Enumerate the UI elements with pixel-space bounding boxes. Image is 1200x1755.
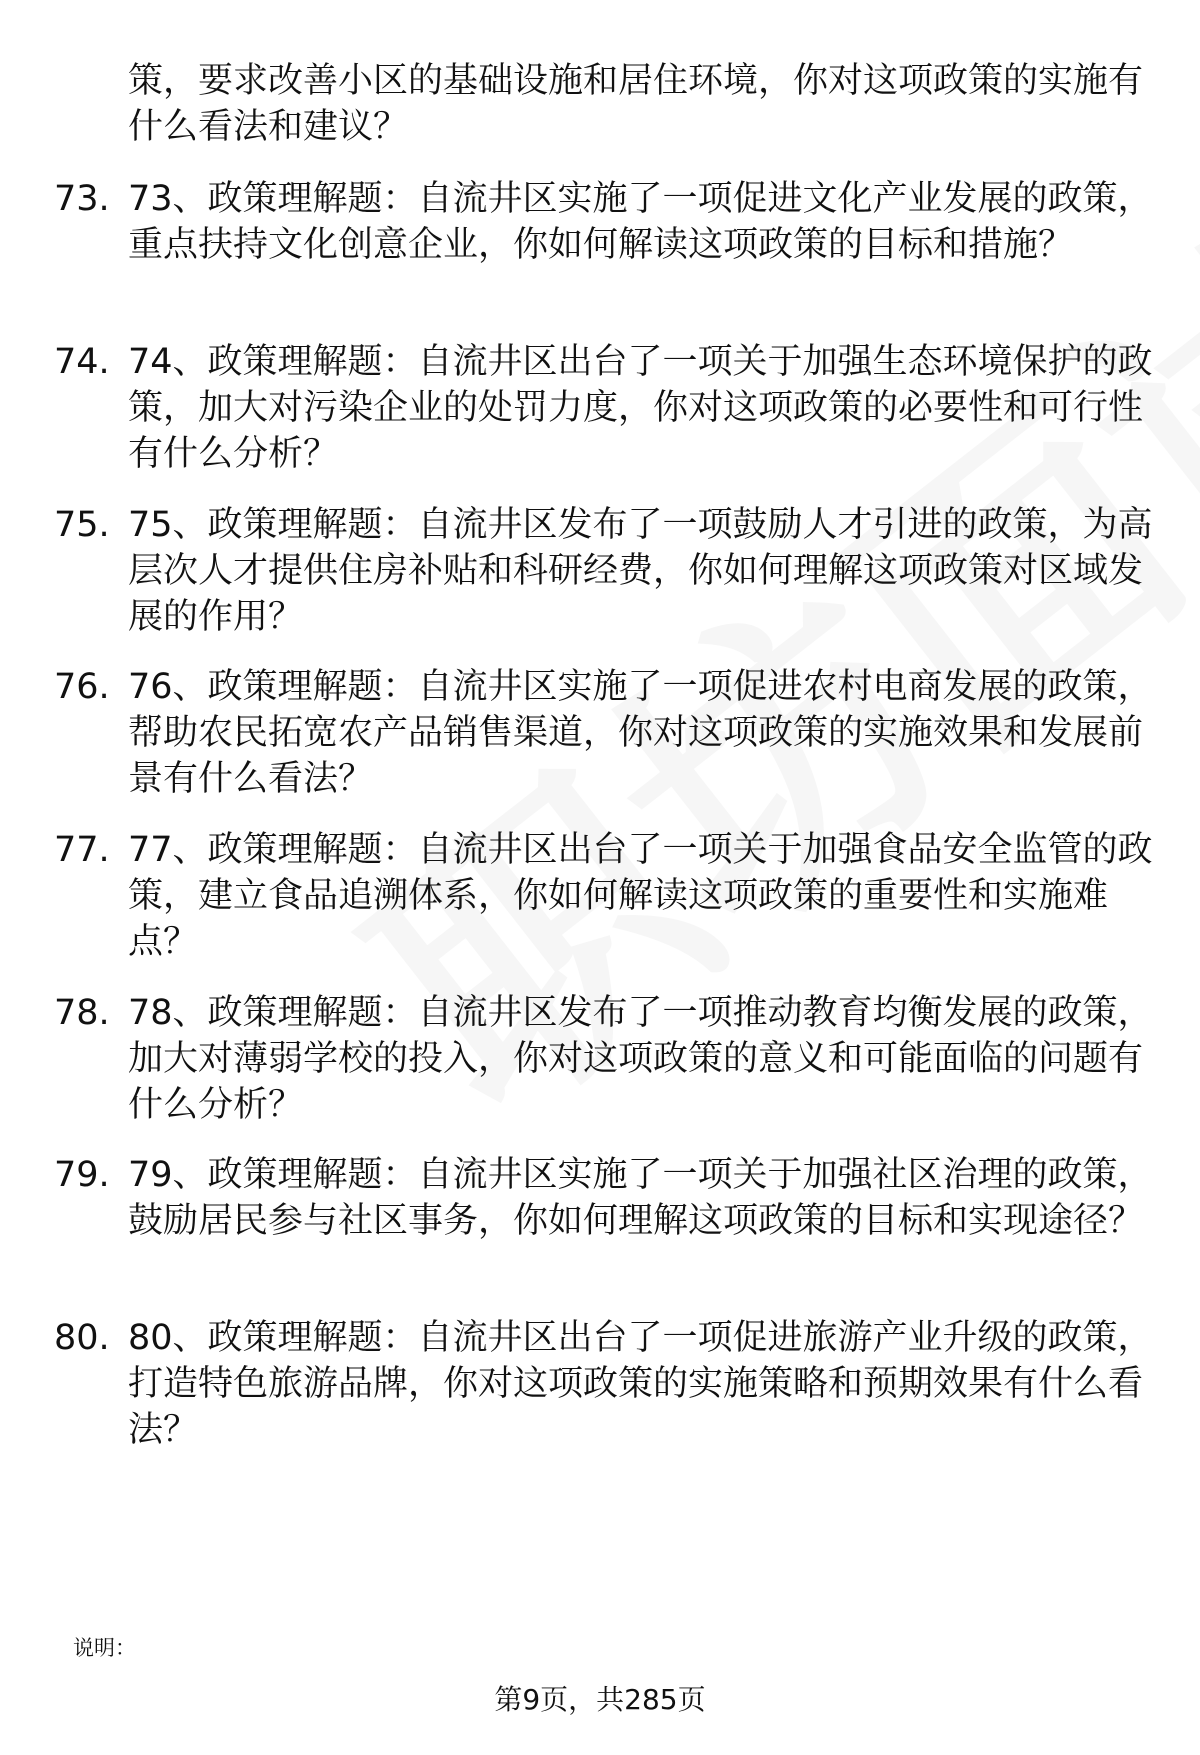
item-text: 75、政策理解题：自流井区发布了一项鼓励人才引进的政策，为高层次人才提供住房补贴和科研经费，你如何理解这项政策对区域发展的作用？	[128, 505, 1153, 637]
item-number: 76.	[54, 667, 110, 707]
item-number: 80.	[54, 1318, 110, 1358]
item-number: 74.	[54, 342, 110, 382]
item-text: 80、政策理解题：自流井区出台了一项促进旅游产业升级的政策，打造特色旅游品牌，你对这项政策的实施策略和预期效果有什么看法？	[128, 1318, 1153, 1450]
item-number: 75.	[54, 505, 110, 545]
item-text: 73、政策理解题：自流井区实施了一项促进文化产业发展的政策，重点扶持文化创意企业，你如何解读这项政策的目标和措施？	[128, 179, 1153, 265]
item-number: 73.	[54, 179, 110, 219]
item-text: 76、政策理解题：自流井区实施了一项促进农村电商发展的政策，帮助农民拓宽农产品销售渠道，你对这项政策的实施效果和发展前景有什么看法？	[128, 667, 1153, 799]
item-number: 79.	[54, 1155, 110, 1195]
item-text: 78、政策理解题：自流井区发布了一项推动教育均衡发展的政策，加大对薄弱学校的投入，你对这项政策的意义和可能面临的问题有什么分析？	[128, 993, 1153, 1125]
continuation-text: 策，要求改善小区的基础设施和居住环境，你对这项政策的实施有什么看法和建议？	[128, 61, 1144, 147]
item-number: 78.	[54, 993, 110, 1033]
item-text: 77、政策理解题：自流井区出台了一项关于加强食品安全监管的政策，建立食品追溯体系，你如何解读这项政策的重要性和实施难点？	[128, 830, 1153, 962]
item-text: 74、政策理解题：自流井区出台了一项关于加强生态环境保护的政策，加大对污染企业的处罚力度，你对这项政策的必要性和可行性有什么分析？	[128, 342, 1153, 474]
item-text: 79、政策理解题：自流井区实施了一项关于加强社区治理的政策，鼓励居民参与社区事务，你如何理解这项政策的目标和实现途径？	[128, 1155, 1153, 1241]
item-number: 77.	[54, 830, 110, 870]
note-label: 说明：	[73, 1636, 136, 1660]
page-footer: 第9页，共285页	[494, 1683, 706, 1716]
